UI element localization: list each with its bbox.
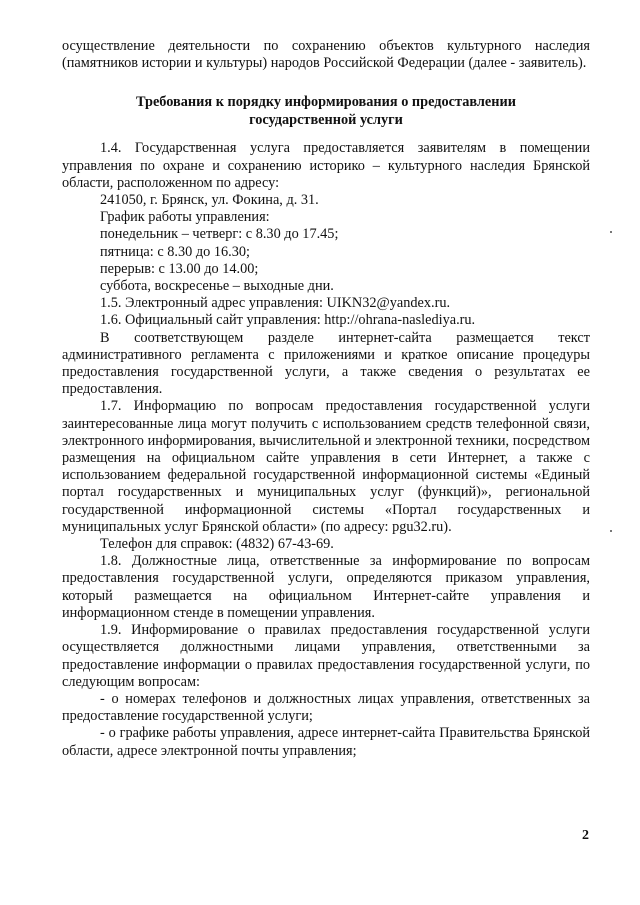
paragraph-1-6: 1.6. Официальный сайт управления: http://ohrana-naslediya.ru. xyxy=(100,312,476,329)
schedule-title: График работы управления: xyxy=(100,209,270,226)
scan-mark xyxy=(610,530,612,532)
address-line: 241050, г. Брянск, ул. Фокина, д. 31. xyxy=(100,192,319,209)
document-page xyxy=(62,38,590,760)
intro-paragraph: осуществление деятельности по сохранению объектов культурного наследия (памятников истории и культуры) народов Российской Федерации (далее - заявитель). xyxy=(62,38,590,72)
section-heading-line-2: государственной услуги xyxy=(249,111,403,128)
schedule-break: перерыв: с 13.00 до 14.00; xyxy=(100,260,259,277)
paragraph-1-7: 1.7. Информацию по вопросам предоставления государственной услуги заинтересованные лица могут получить с использованием средств телефонной связи, электронного информирования, вычислительной и электронной техники, посредством размещения на официальном сайте управления в сети Интернет, а также с использованием федеральной государственной информационной системы «Единый портал государственных и муниципальных услуг (функций)», региональной государственной информационной системы «Портал государственных и муниципальных услуг Брянской области» (по адресу: pgu32.ru). xyxy=(62,398,590,535)
schedule-mon-thu: понедельник – четверг: с 8.30 до 17.45; xyxy=(100,226,339,243)
phone-line: Телефон для справок: (4832) 67-43-69. xyxy=(100,536,334,553)
bullet-phones: - о номерах телефонов и должностных лицах управления, ответственных за предоставление государственной услуги; xyxy=(62,690,590,725)
paragraph-1-8: 1.8. Должностные лица, ответственные за информирование по вопросам предоставления государственной услуги, определяются приказом управления, который размещается на официальном Интернет-сайте управления и информационном стенде в помещении управления. xyxy=(62,553,590,621)
paragraph-1-4: 1.4. Государственная услуга предоставляется заявителям в помещении управления по охране и сохранению историко – культурного наследия Брянской области, расположенном по адресу: xyxy=(62,140,590,191)
schedule-weekend: суббота, воскресенье – выходные дни. xyxy=(100,278,334,295)
paragraph-1-9: 1.9. Информирование о правилах предоставления государственной услуги осуществляется должностными лицами управления, ответственными за предоставление информации о правилах предоставления государственной услуги, по следующим вопросам: xyxy=(62,622,590,690)
page-number: 2 xyxy=(582,828,589,843)
scan-mark xyxy=(610,231,612,233)
paragraph-1-6-text: В соответствующем разделе интернет-сайта размещается текст административного регламента с приложениями и краткое описание процедуры предоставления государственной услуги, а также сведения о результатах ее предоставления. xyxy=(62,329,590,398)
section-heading-line-1: Требования к порядку информирования о предоставлении xyxy=(136,94,516,111)
paragraph-1-5: 1.5. Электронный адрес управления: UIKN32@yandex.ru. xyxy=(100,295,451,312)
schedule-fri: пятница: с 8.30 до 16.30; xyxy=(100,243,250,260)
bullet-schedule: - о графике работы управления, адресе интернет-сайта Правительства Брянской области, адресе электронной почты управления; xyxy=(62,725,590,759)
